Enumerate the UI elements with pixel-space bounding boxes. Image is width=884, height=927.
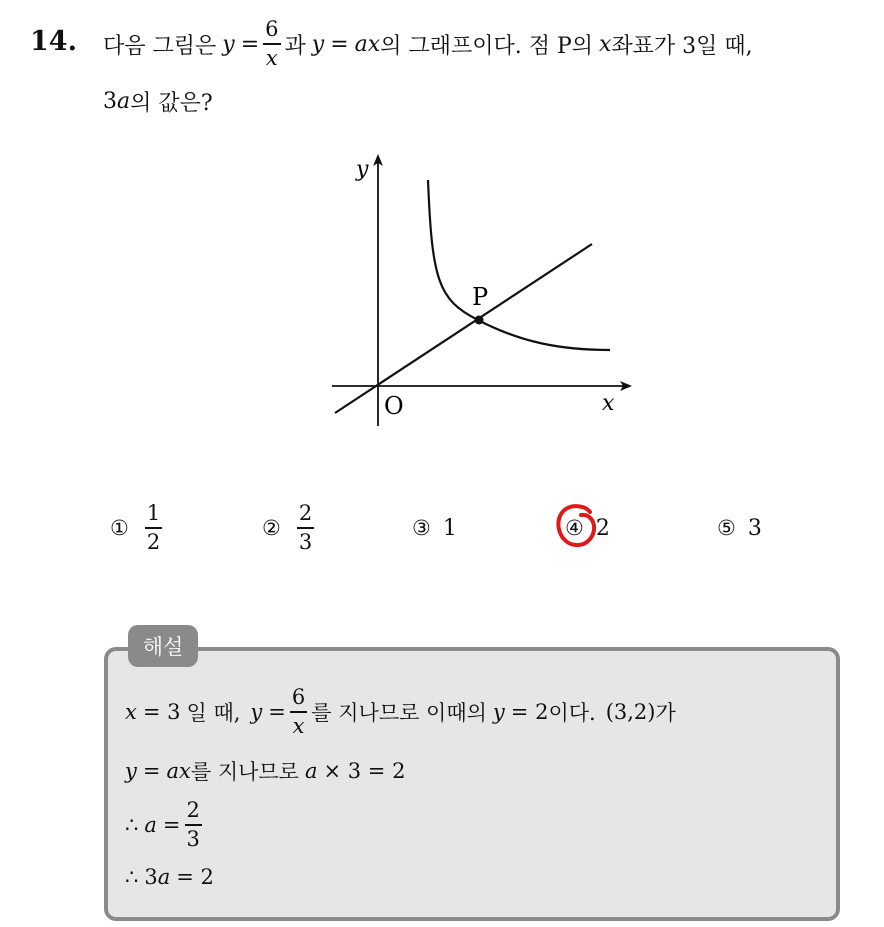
y-axis-label: y	[356, 157, 369, 182]
choice-1-mark: ①	[110, 516, 129, 540]
var-y: y	[125, 759, 137, 783]
solution-text-part: 를 지나므로 이때의	[311, 701, 487, 725]
var-x: x	[599, 31, 612, 57]
choice-5[interactable]	[717, 493, 762, 563]
equals-sign: =	[142, 759, 161, 783]
fraction-denominator: x	[265, 45, 278, 70]
choice-3-value: 1	[442, 515, 457, 541]
choice-2-fraction	[297, 503, 314, 553]
choice-1[interactable]	[110, 493, 166, 563]
solution-line3	[125, 793, 206, 857]
equals-sign: =	[162, 813, 181, 837]
var-x: x	[367, 31, 381, 57]
line-y-ax	[335, 244, 592, 413]
therefore-symbol: ∴	[125, 865, 139, 889]
var-a: a	[117, 88, 131, 114]
fraction-numerator: 2	[298, 501, 313, 526]
question-number: 14.	[30, 26, 77, 57]
choice-5-value: 3	[747, 515, 762, 541]
coefficient-3: 3	[103, 88, 117, 114]
choice-2-mark: ②	[262, 516, 281, 540]
fraction-numerator: 1	[146, 501, 161, 526]
var-y: y	[311, 31, 325, 57]
var-y: y	[222, 31, 235, 57]
equation-part: = 2	[176, 865, 214, 889]
fraction-denominator: 3	[298, 529, 313, 554]
equals-sign: =	[330, 31, 349, 57]
choice-1-fraction	[145, 503, 162, 553]
choice-4-value: 2	[595, 515, 610, 541]
var-a: a	[157, 865, 171, 889]
point-coordinates: (3,2)	[605, 700, 656, 724]
solution-line4	[125, 860, 214, 894]
fraction-numerator: 6	[291, 685, 306, 710]
fraction-2-over-3	[185, 800, 202, 850]
question-text-line1	[103, 14, 753, 74]
equation-part: × 3 = 2	[323, 759, 406, 783]
fraction-numerator: 6	[265, 17, 279, 42]
solution-text-part: 를 지나므로	[190, 760, 299, 784]
question-text-part: 과	[284, 33, 306, 59]
equals-sign: =	[268, 700, 286, 724]
solution-line1	[125, 680, 676, 744]
question-text-part: 다음 그림은	[103, 33, 217, 59]
fraction-6-over-x	[263, 19, 280, 69]
selected-circle-mark	[554, 500, 600, 552]
fraction-denominator: 2	[146, 529, 161, 554]
solution-text-part: 가	[655, 701, 676, 725]
point-p	[475, 316, 484, 325]
equation-part: = 3	[142, 700, 181, 724]
fraction-denominator: x	[292, 713, 305, 738]
equation-part: = 2	[510, 700, 549, 724]
origin-label: O	[384, 392, 404, 420]
var-x: x	[125, 700, 137, 724]
var-y: y	[492, 700, 505, 724]
solution-line2	[125, 754, 405, 788]
var-a: a	[354, 31, 368, 57]
fraction-numerator: 2	[186, 798, 200, 823]
answer-choices	[0, 493, 884, 563]
var-a: a	[166, 759, 180, 783]
solution-text-part: 이다.	[548, 701, 596, 725]
fraction-denominator: 3	[186, 826, 200, 851]
choice-2[interactable]	[262, 493, 318, 563]
choice-4-mark: ④	[565, 516, 584, 540]
hyperbola-curve	[428, 180, 610, 350]
choice-3-mark: ③	[412, 516, 431, 540]
fraction-6-over-x	[290, 687, 307, 737]
solution-text-part: 일 때,	[186, 701, 241, 725]
var-y: y	[250, 700, 263, 724]
x-axis-label: x	[602, 391, 615, 416]
equals-sign: =	[240, 31, 260, 57]
graph-figure	[320, 150, 640, 435]
choice-4[interactable]	[565, 493, 610, 563]
coefficient-3: 3	[144, 865, 158, 889]
question-text-part: 좌표가 3일 때,	[611, 33, 753, 59]
var-a: a	[304, 759, 318, 783]
question-text-line2	[103, 84, 213, 118]
choice-5-mark: ⑤	[717, 516, 736, 540]
point-p-label: P	[472, 283, 489, 311]
var-a: a	[144, 813, 157, 837]
question-text-part: 의 값은?	[130, 90, 213, 116]
therefore-symbol: ∴	[125, 813, 139, 837]
solution-tag: 해설	[128, 625, 198, 667]
question-text-part: 의 그래프이다. 점 P의	[380, 33, 593, 59]
var-x: x	[179, 759, 191, 783]
choice-3[interactable]	[412, 493, 457, 563]
